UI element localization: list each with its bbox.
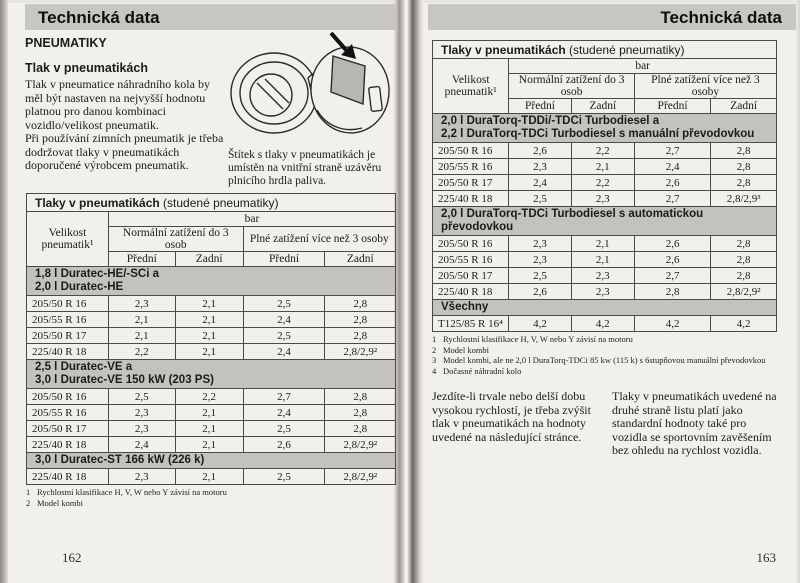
pressure-cell: 2,3 (571, 268, 634, 284)
pressure-cell: 2,5 (243, 469, 325, 485)
pressure-cell: 2,1 (175, 469, 243, 485)
pressure-cell: 2,2 (175, 389, 243, 405)
footnote-text: Dočasné náhradní kolo (443, 365, 522, 376)
footnote-number: 2 (26, 497, 31, 508)
table-row (27, 312, 396, 328)
table-row (27, 437, 396, 453)
tire-size-cell: 205/50 R 17 (27, 328, 109, 344)
pressure-cell: 2,5 (509, 191, 571, 207)
footnote (432, 345, 784, 356)
footnote-number: 1 (432, 334, 437, 344)
table-title-row (433, 41, 777, 59)
body-paragraph: Tlaky v pneumatikách uvedené na druhé straně listu platí jako standardní hodnoty také pro vozidla se sportovním zavěšením bez ohledu na rychlost vozidla. (612, 389, 777, 457)
body-paragraph: Jezdíte-li trvale nebo delší dobu vysokou rychlostí, je třeba zvýšit tlak v pneumatikách na hodnoty uvedené na následující stránce. (432, 389, 591, 444)
table-row (433, 191, 777, 207)
table-title-bold: Tlaky v pneumatikách (35, 195, 160, 210)
pressure-cell: 2,3 (108, 296, 175, 312)
engine-section-label (27, 267, 396, 296)
table-header-row (27, 212, 396, 227)
column-header-full-load: Plné zatížení více než 3 osoby (243, 227, 395, 252)
pressure-cell: 2,4 (243, 405, 325, 421)
table-title-rest: (studené pneumatiky) (159, 195, 279, 210)
footnote (432, 355, 784, 366)
pressure-cell: 2,8/2,9² (325, 344, 396, 360)
page-title-left: Technická data (38, 8, 160, 27)
pressure-cell: 2,1 (571, 252, 634, 268)
pressure-cell: 2,1 (175, 296, 243, 312)
table-row (27, 405, 396, 421)
column-header-rear: Zadní (571, 99, 634, 114)
page-header-bar-left (25, 4, 397, 30)
footnote-text: Model kombi, ale ne 2,0 l DuraTorq-TDCi 85 kw (115 k) s 6stupňovou manuální převodovkou (443, 355, 766, 365)
footnote (432, 366, 784, 377)
pressure-cell: 2,5 (108, 389, 175, 405)
pressure-cell: 2,4 (509, 175, 571, 191)
pressure-cell: 2,1 (108, 312, 175, 328)
pressure-cell: 2,3 (509, 159, 571, 175)
pressure-cell: 2,3 (108, 421, 175, 437)
pressure-cell: 2,8 (634, 284, 710, 300)
tire-size-cell: 205/50 R 16 (433, 236, 509, 252)
column-header-rear: Zadní (325, 252, 396, 267)
column-header-normal-load: Normální zatížení do 3 osob (509, 74, 635, 99)
pressure-cell: 2,2 (571, 175, 634, 191)
pressure-cell: 2,1 (108, 328, 175, 344)
column-header-front: Přední (634, 99, 710, 114)
page-header-bar-right (428, 4, 796, 30)
pressure-cell: 2,2 (571, 143, 634, 159)
tire-size-cell: 205/50 R 17 (433, 268, 509, 284)
pressure-cell: 2,8/2,9² (325, 469, 396, 485)
footnote-number: 4 (432, 365, 437, 376)
engine-section-label (433, 300, 777, 316)
table-row (433, 159, 777, 175)
page-number-left: 162 (62, 550, 82, 565)
table-row (433, 316, 777, 332)
cover-clip (369, 86, 383, 111)
footnote-text: Rychlostní klasifikace H, V, W nebo Y závisí na motoru (443, 334, 633, 344)
pressure-cell: 2,4 (243, 344, 325, 360)
pressure-cell: 2,6 (634, 252, 710, 268)
footnote-number: 1 (26, 487, 31, 497)
engine-section-header (433, 207, 777, 236)
table-row (27, 328, 396, 344)
pressure-cell: 2,7 (243, 389, 325, 405)
engine-line: 3,0 l Duratec-ST 166 kW (226 k) (35, 454, 205, 466)
column-header-rear: Zadní (711, 99, 777, 114)
column-header-size: Velikost pneumatik¹ (27, 212, 109, 267)
pressure-cell: 2,1 (175, 328, 243, 344)
pressure-cell: 2,3 (108, 469, 175, 485)
pressure-cell: 2,4 (634, 159, 710, 175)
subsection-heading-tire-pressure: Tlak v pneumatikách (25, 61, 148, 75)
pressure-cell: 2,8 (325, 312, 396, 328)
table-row (433, 236, 777, 252)
table-row (433, 268, 777, 284)
book-gutter (394, 0, 424, 583)
pressure-cell: 4,2 (509, 316, 571, 332)
engine-section-header (27, 267, 396, 296)
column-header-front: Přední (509, 99, 571, 114)
tire-size-cell: 205/55 R 16 (27, 312, 109, 328)
section-heading-pneumatiky: PNEUMATIKY (25, 36, 107, 50)
pressure-cell: 2,1 (175, 421, 243, 437)
engine-line: 3,0 l Duratec-VE 150 kW (203 PS) (35, 374, 214, 386)
table-row (433, 143, 777, 159)
table-title (27, 194, 396, 212)
engine-line: 1,8 l Duratec-HE/-SCi a (35, 268, 159, 280)
pressure-cell: 2,2 (108, 344, 175, 360)
pressure-cell: 2,8 (325, 328, 396, 344)
pressure-cell: 2,4 (243, 312, 325, 328)
pressure-cell: 2,3 (571, 284, 634, 300)
table-row (27, 296, 396, 312)
column-header-front: Přední (108, 252, 175, 267)
pressure-cell: 2,6 (509, 143, 571, 159)
engine-section-label (27, 453, 396, 469)
engine-section-header (27, 453, 396, 469)
tire-size-cell: 205/55 R 16 (27, 405, 109, 421)
pressure-cell: 2,6 (509, 284, 571, 300)
pressure-cell: 2,8 (711, 175, 777, 191)
table-row (433, 252, 777, 268)
pressure-cell: 2,1 (175, 437, 243, 453)
illustration-caption: Štítek s tlaky v pneumatikách je umístěn na vnitřní straně uzávěru plnicího hrdla paliva. (228, 149, 382, 187)
pressure-cell: 2,7 (634, 143, 710, 159)
pressure-cell: 2,3 (571, 191, 634, 207)
footnote-number: 3 (432, 355, 437, 365)
footnote (26, 487, 396, 498)
column-header-size: Velikost pneumatik¹ (433, 59, 509, 114)
tire-size-cell: 225/40 R 18 (27, 344, 109, 360)
cap-knob (250, 74, 292, 116)
tire-size-cell: 225/40 R 18 (27, 469, 109, 485)
bottom-text-columns (432, 390, 784, 458)
pressure-cell: 2,4 (108, 437, 175, 453)
tire-pressure-table-right-wrap (432, 40, 784, 458)
pressure-cell: 2,7 (634, 191, 710, 207)
pressure-cell: 2,1 (571, 236, 634, 252)
table-title (433, 41, 777, 59)
page-title-right: Technická data (660, 8, 782, 27)
pressure-cell: 2,8/2,9² (711, 284, 777, 300)
body-paragraph: Tlak v pneumatice náhradního kola by měl být nastaven na nejvyšší hodnotu platnou pro danou kombinaci vozidlo/velikost pneumatik. (25, 77, 210, 132)
pressure-cell: 2,8 (325, 421, 396, 437)
table-title-bold: Tlaky v pneumatikách (441, 42, 566, 57)
footnote-text: Model kombi (37, 497, 84, 508)
page-number-right: 163 (756, 550, 776, 565)
footnote-text: Rychlostní klasifikace H, V, W nebo Y závisí na motoru (37, 487, 227, 497)
engine-section-header (27, 360, 396, 389)
pressure-cell: 2,8 (711, 252, 777, 268)
tire-size-cell: 225/40 R 18 (433, 284, 509, 300)
fuel-cap-illustration (222, 32, 394, 146)
column-header-unit: bar (108, 212, 395, 227)
footnotes-right (432, 334, 784, 376)
engine-line: 2,5 l Duratec-VE a (35, 361, 133, 373)
pressure-cell: 2,1 (571, 159, 634, 175)
tire-size-cell: 205/55 R 16 (433, 252, 509, 268)
pressure-cell: 2,1 (175, 344, 243, 360)
footnote-number: 2 (432, 344, 437, 355)
tire-size-cell: 205/55 R 16 (433, 159, 509, 175)
pressure-cell: 2,5 (243, 328, 325, 344)
pressure-cell: 2,6 (243, 437, 325, 453)
column-header-rear: Zadní (175, 252, 243, 267)
table-row (27, 344, 396, 360)
pressure-cell: 2,8/2,9³ (711, 191, 777, 207)
footnotes-left (26, 487, 396, 508)
pressure-cell: 4,2 (711, 316, 777, 332)
engine-section-header (433, 300, 777, 316)
scan-left-edge (0, 0, 8, 583)
table-header-row (433, 59, 777, 74)
tire-size-cell: 205/50 R 16 (433, 143, 509, 159)
pressure-cell: 2,8 (711, 236, 777, 252)
pressure-cell: 2,5 (243, 296, 325, 312)
column-header-full-load: Plné zatížení více než 3 osoby (634, 74, 776, 99)
engine-section-label (433, 207, 777, 236)
pressure-cell: 2,3 (509, 252, 571, 268)
table-row (433, 175, 777, 191)
pressure-cell: 2,5 (509, 268, 571, 284)
pressure-cell: 2,8 (325, 389, 396, 405)
tire-size-cell: 205/50 R 17 (27, 421, 109, 437)
engine-line: 2,2 l DuraTorq-TDCi Turbodiesel s manuální převodovkou (441, 128, 755, 140)
pressure-cell: 2,5 (243, 421, 325, 437)
pressure-cell: 2,8/2,9² (325, 437, 396, 453)
engine-line: 2,0 l DuraTorq-TDCi Turbodiesel s automatickou převodovkou (441, 208, 704, 233)
pressure-cell: 4,2 (571, 316, 634, 332)
column-header-normal-load: Normální zatížení do 3 osob (108, 227, 243, 252)
pressure-cell: 2,3 (108, 405, 175, 421)
engine-line: 2,0 l Duratec-HE (35, 281, 124, 293)
footnote (432, 334, 784, 345)
engine-line: 2,0 l DuraTorq-TDDi/-TDCi Turbodiesel a (441, 115, 660, 127)
engine-section-header (433, 114, 777, 143)
body-paragraph: Při používání zimních pneumatik je třeba dodržovat tlaky v pneumatikách doporučené výrobcem pneumatik. (25, 131, 224, 172)
column-header-unit: bar (509, 59, 777, 74)
engine-section-label (433, 114, 777, 143)
tire-size-cell: 205/50 R 17 (433, 175, 509, 191)
pressure-cell: 4,2 (634, 316, 710, 332)
table-row (433, 284, 777, 300)
scan-right-edge (795, 0, 800, 583)
table-row (27, 421, 396, 437)
column-header-front: Přední (243, 252, 325, 267)
pressure-cell: 2,6 (634, 175, 710, 191)
footnote-text: Model kombi (443, 344, 490, 355)
table-title-row (27, 194, 396, 212)
pressure-cell: 2,3 (509, 236, 571, 252)
table-row (27, 389, 396, 405)
pressure-cell: 2,8 (711, 143, 777, 159)
pressure-cell: 2,7 (634, 268, 710, 284)
pressure-cell: 2,8 (325, 296, 396, 312)
tire-pressure-table-left-wrap (26, 193, 396, 508)
tire-pressure-table-left (26, 193, 396, 485)
table-title-rest: (studené pneumatiky) (565, 42, 685, 57)
pressure-cell: 2,8 (711, 159, 777, 175)
pressure-cell: 2,8 (325, 405, 396, 421)
pressure-cell: 2,1 (175, 312, 243, 328)
pressure-cell: 2,1 (175, 405, 243, 421)
engine-line: Všechny (441, 301, 489, 313)
tire-size-cell: T125/85 R 16⁴ (433, 316, 509, 332)
tire-pressure-table-right (432, 40, 777, 332)
pressure-cell: 2,6 (634, 236, 710, 252)
tire-size-cell: 205/50 R 16 (27, 389, 109, 405)
table-row (27, 469, 396, 485)
tire-size-cell: 205/50 R 16 (27, 296, 109, 312)
pressure-cell: 2,8 (711, 268, 777, 284)
tire-size-cell: 225/40 R 18 (433, 191, 509, 207)
tire-size-cell: 225/40 R 18 (27, 437, 109, 453)
footnote (26, 498, 396, 509)
engine-section-label (27, 360, 396, 389)
